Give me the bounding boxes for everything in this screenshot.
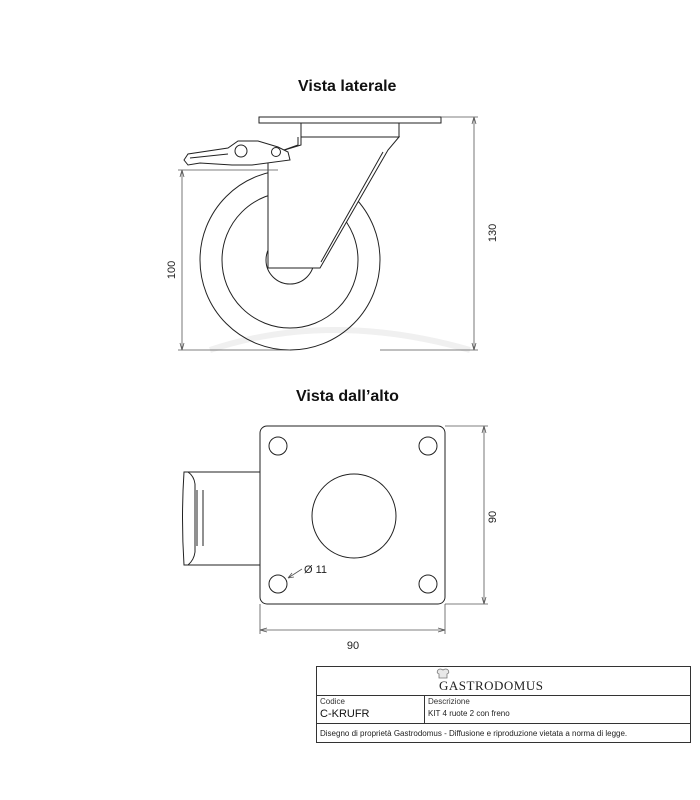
top-view (183, 426, 446, 604)
dim-label-total-height: 130 (487, 223, 499, 243)
top-view-title: Vista dall’alto (296, 388, 399, 405)
swivel-head (301, 123, 399, 137)
dim-label-hole: Ø 11 (304, 564, 328, 576)
dim-plate-height (445, 426, 488, 604)
description-cell (425, 696, 690, 723)
code-label: Codice (320, 697, 345, 706)
dim-plate-width (260, 604, 445, 634)
title-block (316, 666, 691, 743)
code-cell (317, 696, 425, 723)
dim-label-plate-height: 90 (487, 510, 499, 524)
dim-label-wheel-height: 100 (166, 260, 178, 280)
brake-pedal-top (183, 472, 261, 565)
dim-total-height (380, 117, 478, 350)
brake-lever (184, 141, 290, 165)
description-label: Descrizione (428, 697, 470, 706)
code-value: C-KRUFR (320, 708, 370, 720)
company-logo: GASTRODOMUS (439, 678, 544, 693)
description-value: KIT 4 ruote 2 con freno (428, 709, 510, 718)
dim-label-plate-width: 90 (346, 640, 360, 652)
side-top-plate (259, 117, 441, 123)
side-view-title: Vista laterale (298, 78, 397, 95)
title-block-info-row (317, 696, 690, 724)
title-block-logo-row (317, 667, 690, 696)
top-plate (260, 426, 445, 604)
side-view (184, 117, 441, 350)
ownership-notice: Disegno di proprietà Gastrodomus - Diffusione e riproduzione vietata a norma di legge. (320, 729, 628, 738)
